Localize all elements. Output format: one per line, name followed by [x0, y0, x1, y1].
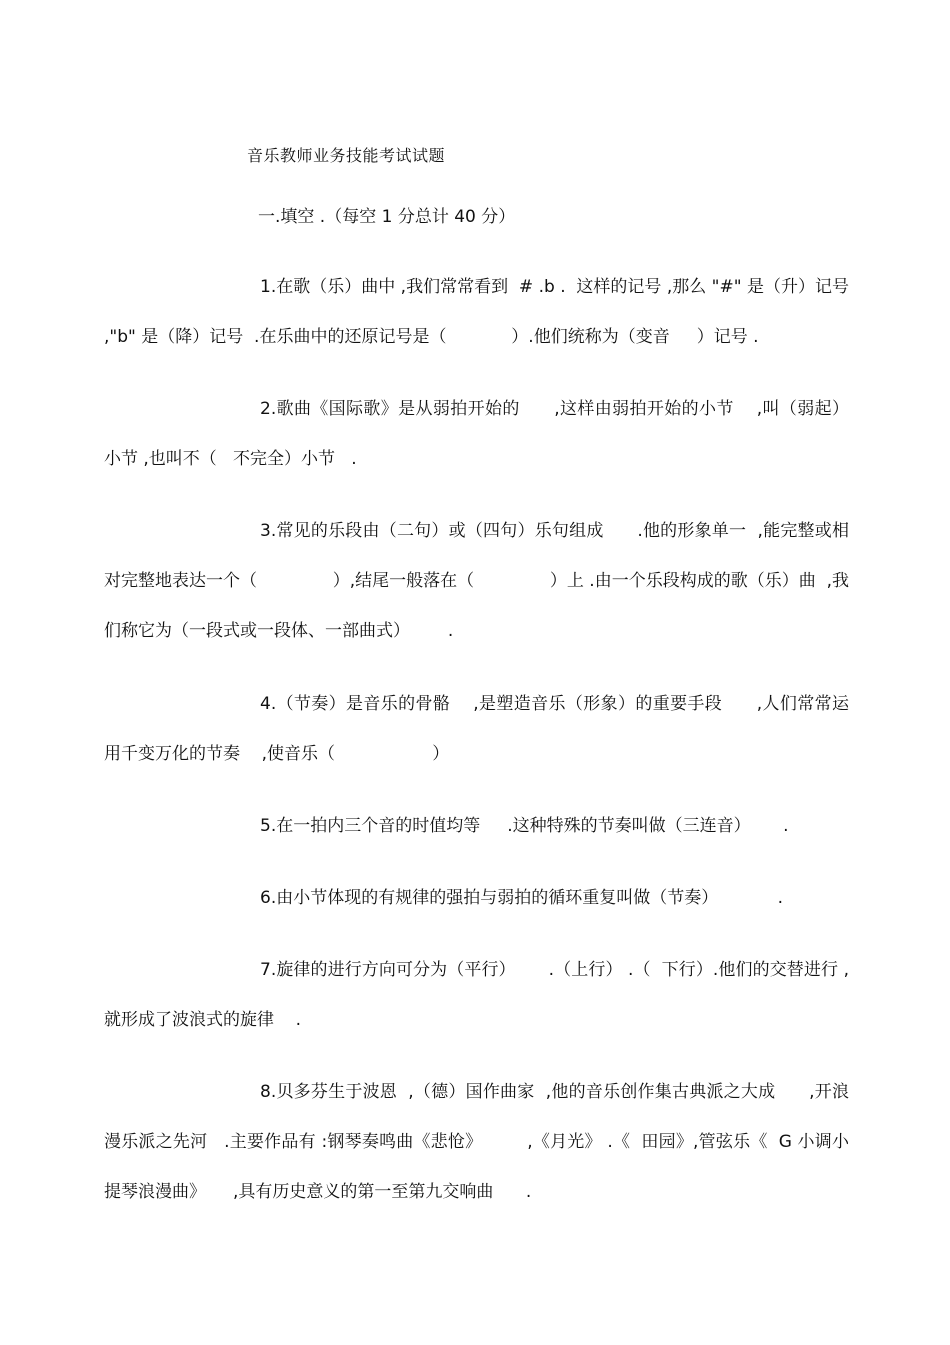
question-text: 2.歌曲《国际歌》是从弱拍开始的 ,这样由弱拍开始的小节 ,叫（弱起）小节 ,也叫不（ 不完全）小节 . — [104, 399, 849, 469]
question-5 — [104, 801, 849, 851]
question-3 — [104, 506, 849, 656]
question-1 — [104, 262, 855, 362]
question-7 — [104, 945, 849, 1045]
question-8 — [104, 1067, 849, 1217]
question-text: 3.常见的乐段由（二句）或（四句）乐句组成 .他的形象单一 ,能完整或相对完整地表达一个（ ）,结尾一般落在（ ）上 .由一个乐段构成的歌（乐）曲 ,我们称它为（一段式或一段体、一部曲式） . — [104, 521, 849, 641]
question-text: 6.由小节体现的有规律的强拍与弱拍的循环重复叫做（节奏） . — [260, 888, 784, 908]
question-2 — [104, 384, 849, 484]
question-text: 1.在歌（乐）曲中 ,我们常常看到 # .b . 这样的记号 ,那么 "#" 是（升）记号 ,"b" 是（降）记号 .在乐曲中的还原记号是（ ）.他们统称为（变音 ）记号 . — [104, 277, 855, 347]
section-heading: 一.填空 .（每空 1 分总计 40 分） — [258, 207, 516, 227]
question-text: 4.（节奏）是音乐的骨骼 ,是塑造音乐（形象）的重要手段 ,人们常常运用千变万化的节奏 ,使音乐（ ） — [104, 694, 849, 764]
question-text: 7.旋律的进行方向可分为（平行） .（上行） .（ 下行）.他们的交替进行 ,就形成了波浪式的旋律 . — [104, 960, 849, 1030]
question-4 — [104, 679, 849, 779]
question-text: 5.在一拍内三个音的时值均等 .这种特殊的节奏叫做（三连音） . — [260, 816, 789, 836]
question-6 — [104, 873, 849, 923]
document-title: 音乐教师业务技能考试试题 — [247, 146, 446, 165]
question-text: 8.贝多芬生于波恩 ,（德）国作曲家 ,他的音乐创作集古典派之大成 ,开浪漫乐派之先河 .主要作品有 :钢琴奏鸣曲《悲怆》 ,《月光》 .《 田园》,管弦乐《 G 小调小提琴浪漫曲》 ,具有历史意义的第一至第九交响曲 . — [104, 1082, 849, 1202]
